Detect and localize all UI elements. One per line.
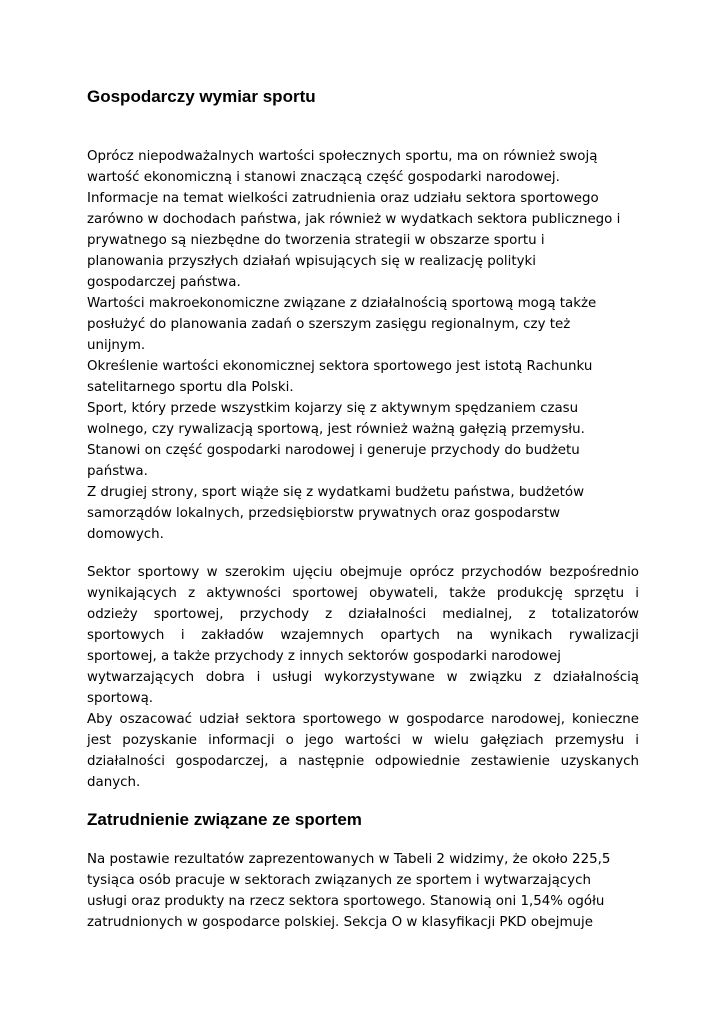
text-line: usługi oraz produkty na rzecz sektora sportowego. Stanowią oni 1,54% ogółu — [87, 894, 605, 909]
text-line: sportowych i zakładów wzajemnych opartych na wynikach rywalizacji — [87, 628, 639, 643]
text-line: gospodarczej państwa. — [87, 275, 241, 290]
text-line: unijnym. — [87, 338, 146, 353]
section-heading-employment: Zatrudnienie związane ze sportem — [87, 810, 362, 829]
text-line: Aby oszacować udział sektora sportowego w gospodarce narodowej, konieczne — [87, 712, 639, 727]
text-line: Oprócz niepodważalnych wartości społecznych sportu, ma on również swoją — [87, 149, 598, 164]
text-line: wytwarzających dobra i usługi wykorzystywane w związku z działalnością — [87, 670, 639, 685]
text-line: sportowej, a także przychody z innych sektorów gospodarki narodowej — [87, 649, 561, 664]
section-heading-economic-dimension: Gospodarczy wymiar sportu — [87, 87, 316, 106]
text-line: Stanowi on część gospodarki narodowej i generuje przychody do budżetu — [87, 443, 580, 458]
text-line: posłużyć do planowania zadań o szerszym zasięgu regionalnym, czy też — [87, 317, 571, 332]
text-line: zarówno w dochodach państwa, jak również w wydatkach sektora publicznego i — [87, 212, 621, 227]
text-line: domowych. — [87, 527, 164, 542]
text-line: Sektor sportowy w szerokim ujęciu obejmuje oprócz przychodów bezpośrednio — [87, 565, 639, 580]
text-line: Z drugiej strony, sport wiąże się z wydatkami budżetu państwa, budżetów — [87, 485, 585, 500]
text-line: wynikających z aktywności sportowej obywateli, także produkcję sprzętu i — [87, 586, 639, 601]
paragraph-employment — [87, 849, 639, 933]
text-line: planowania przyszłych działań wpisujących się w realizację polityki — [87, 254, 536, 269]
text-line: Określenie wartości ekonomicznej sektora sportowego jest istotą Rachunku — [87, 359, 593, 374]
text-line: Na postawie rezultatów zaprezentowanych w Tabeli 2 widzimy, że około 225,5 — [87, 852, 611, 867]
text-line: prywatnego są niezbędne do tworzenia strategii w obszarze sportu i — [87, 233, 545, 248]
text-line: Wartości makroekonomiczne związane z działalnością sportową mogą także — [87, 296, 597, 311]
text-line: wolnego, czy rywalizacją sportową, jest również ważną gałęzią przemysłu. — [87, 422, 585, 437]
text-line: państwa. — [87, 464, 148, 479]
text-line: jest pozyskanie informacji o jego wartości w wielu gałęziach przemysłu i — [87, 733, 639, 748]
text-line: działalności gospodarczej, a następnie odpowiednie zestawienie uzyskanych — [87, 754, 639, 769]
text-line: zatrudnionych w gospodarce polskiej. Sekcja O w klasyfikacji PKD obejmuje — [87, 915, 593, 930]
text-line: samorządów lokalnych, przedsiębiorstw prywatnych oraz gospodarstw — [87, 506, 561, 521]
paragraph-economic-value — [87, 146, 639, 545]
text-line: sportową. — [87, 691, 154, 706]
paragraph-sport-sector — [87, 562, 639, 793]
text-line: wartość ekonomiczną i stanowi znaczącą część gospodarki narodowej. — [87, 170, 560, 185]
text-line: tysiąca osób pracuje w sektorach związanych ze sportem i wytwarzających — [87, 873, 591, 888]
text-line: odzieży sportowej, przychody z działalności medialnej, z totalizatorów — [87, 607, 639, 622]
text-line: danych. — [87, 775, 141, 790]
text-line: Informacje na temat wielkości zatrudnienia oraz udziału sektora sportowego — [87, 191, 599, 206]
text-line: satelitarnego sportu dla Polski. — [87, 380, 294, 395]
text-line: Sport, który przede wszystkim kojarzy się z aktywnym spędzaniem czasu — [87, 401, 579, 416]
